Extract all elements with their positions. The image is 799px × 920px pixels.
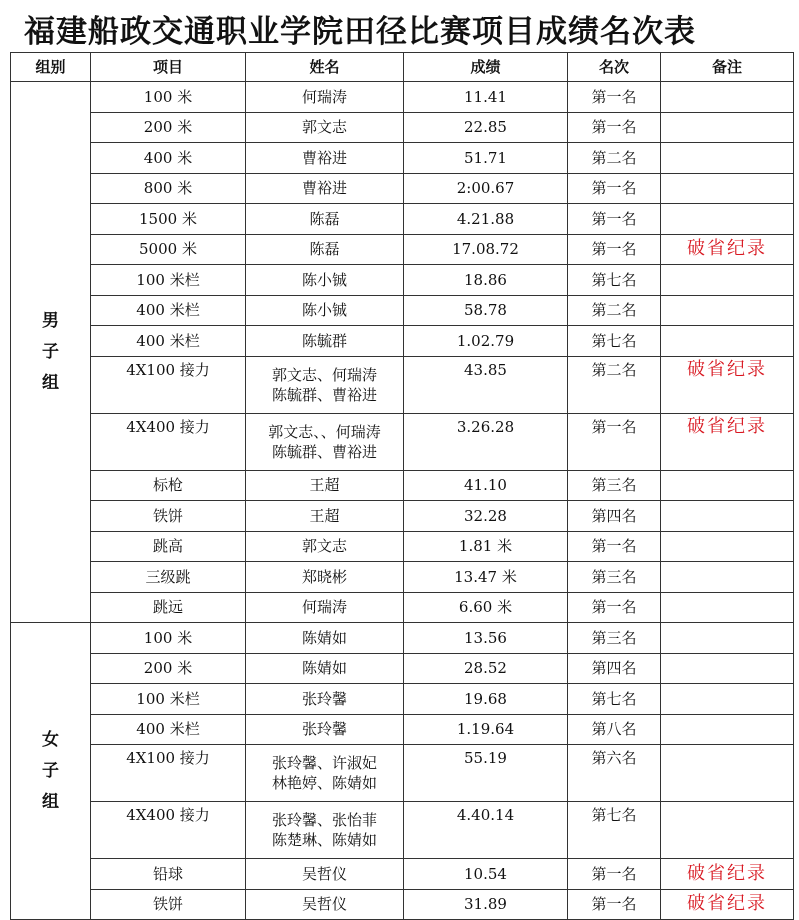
result-cell: 13.56 (404, 623, 568, 654)
header-name: 姓名 (246, 53, 404, 82)
note-cell (661, 143, 794, 174)
table-row (11, 501, 794, 532)
note-cell (661, 531, 794, 562)
result-cell: 43.85 (404, 356, 568, 413)
note-cell (661, 653, 794, 684)
table-row (11, 356, 794, 413)
rank-cell: 第七名 (568, 265, 661, 296)
rank-cell: 第四名 (568, 501, 661, 532)
rank-cell: 第一名 (568, 859, 661, 890)
table-row (11, 265, 794, 296)
name-cell (246, 173, 404, 204)
event-cell: 1500 米 (91, 204, 246, 235)
header-group: 组别 (11, 53, 91, 82)
note-cell (661, 470, 794, 501)
name-cell (246, 356, 404, 413)
group-label: 男 子 组 (11, 82, 91, 623)
table-row (11, 143, 794, 174)
table-row (11, 684, 794, 715)
result-cell: 1.02.79 (404, 326, 568, 357)
athlete-name: 曹裕进 (301, 179, 347, 198)
event-cell: 铁饼 (91, 501, 246, 532)
note-cell (661, 714, 794, 745)
event-cell: 200 米 (91, 653, 246, 684)
result-cell: 28.52 (404, 653, 568, 684)
note-cell (661, 173, 794, 204)
rank-cell: 第一名 (568, 531, 661, 562)
rank-cell: 第一名 (568, 889, 661, 920)
table-row (11, 413, 794, 470)
rank-cell: 第七名 (568, 802, 661, 859)
event-cell: 4X400 接力 (91, 802, 246, 859)
table-row (11, 592, 794, 623)
note-cell (661, 82, 794, 113)
table-row (11, 745, 794, 802)
rank-cell: 第一名 (568, 234, 661, 265)
result-cell: 6.60 米 (404, 592, 568, 623)
result-cell: 13.47 米 (404, 562, 568, 593)
event-cell: 4X400 接力 (91, 413, 246, 470)
note-cell: 破省纪录 (661, 413, 794, 470)
table-row (11, 562, 794, 593)
note-cell (661, 326, 794, 357)
table-body (11, 82, 794, 920)
note-cell (661, 562, 794, 593)
result-cell: 2:00.67 (404, 173, 568, 204)
result-cell: 3.26.28 (404, 413, 568, 470)
result-cell: 32.28 (404, 501, 568, 532)
name-cell (246, 859, 404, 890)
rank-cell: 第一名 (568, 173, 661, 204)
note-cell (661, 623, 794, 654)
event-cell: 100 米 (91, 623, 246, 654)
note-cell: 破省纪录 (661, 859, 794, 890)
event-cell: 100 米 (91, 82, 246, 113)
event-cell: 400 米栏 (91, 326, 246, 357)
result-cell: 22.85 (404, 112, 568, 143)
group-label: 女 子 组 (11, 623, 91, 920)
name-cell (246, 143, 404, 174)
table-row (11, 295, 794, 326)
athlete-name: 陈婧如 (301, 628, 347, 647)
athlete-name: 郭文志、、何瑞涛 (268, 422, 381, 441)
event-cell: 4X100 接力 (91, 745, 246, 802)
result-cell: 4.40.14 (404, 802, 568, 859)
result-cell: 41.10 (404, 470, 568, 501)
table-row (11, 173, 794, 204)
event-cell: 400 米栏 (91, 714, 246, 745)
athlete-name: 吴哲仪 (301, 864, 347, 883)
event-cell: 5000 米 (91, 234, 246, 265)
name-cell (246, 234, 404, 265)
name-cell (246, 501, 404, 532)
athlete-name: 陈毓群、曹裕进 (271, 442, 377, 461)
athlete-name: 王超 (309, 506, 340, 525)
athlete-name: 陈磊 (309, 240, 340, 259)
result-cell: 55.19 (404, 745, 568, 802)
rank-cell: 第二名 (568, 143, 661, 174)
name-cell (246, 592, 404, 623)
rank-cell: 第一名 (568, 413, 661, 470)
event-cell: 200 米 (91, 112, 246, 143)
result-cell: 17.08.72 (404, 234, 568, 265)
note-cell: 破省纪录 (661, 889, 794, 920)
athlete-name: 张玲馨、许淑妃 (271, 754, 377, 772)
name-cell (246, 653, 404, 684)
rank-cell: 第三名 (568, 562, 661, 593)
name-cell (246, 326, 404, 357)
name-cell (246, 413, 404, 470)
rank-cell: 第二名 (568, 295, 661, 326)
name-cell (246, 889, 404, 920)
rank-cell: 第一名 (568, 204, 661, 235)
name-cell (246, 295, 404, 326)
note-cell (661, 745, 794, 802)
event-cell: 100 米栏 (91, 684, 246, 715)
result-cell: 19.68 (404, 684, 568, 715)
event-cell: 跳远 (91, 592, 246, 623)
athlete-name: 郭文志 (301, 118, 347, 137)
name-cell (246, 112, 404, 143)
event-cell: 铅球 (91, 859, 246, 890)
event-cell: 400 米栏 (91, 295, 246, 326)
event-cell: 标枪 (91, 470, 246, 501)
athlete-name: 陈楚琳、陈婧如 (271, 831, 377, 849)
athlete-name: 陈小铖 (301, 301, 347, 320)
header-event: 项目 (91, 53, 246, 82)
event-cell: 铁饼 (91, 889, 246, 920)
table-row (11, 326, 794, 357)
rank-cell: 第一名 (568, 112, 661, 143)
event-cell: 跳高 (91, 531, 246, 562)
athlete-name: 王超 (309, 476, 340, 495)
result-cell: 10.54 (404, 859, 568, 890)
name-cell (246, 562, 404, 593)
result-cell: 51.71 (404, 143, 568, 174)
athlete-name: 何瑞涛 (301, 598, 347, 617)
athlete-name: 吴哲仪 (301, 895, 347, 914)
note-cell (661, 112, 794, 143)
athlete-name: 郭文志、何瑞涛 (271, 365, 377, 384)
page-title: 福建船政交通职业学院田径比赛项目成绩名次表 (24, 14, 696, 50)
rank-cell: 第六名 (568, 745, 661, 802)
result-cell: 58.78 (404, 295, 568, 326)
note-cell: 破省纪录 (661, 234, 794, 265)
athlete-name: 张玲馨 (301, 720, 347, 739)
name-cell (246, 470, 404, 501)
athlete-name: 何瑞涛 (301, 87, 347, 106)
rank-cell: 第四名 (568, 653, 661, 684)
header-note: 备注 (661, 53, 794, 82)
results-table (10, 52, 794, 920)
note-cell (661, 592, 794, 623)
name-cell (246, 714, 404, 745)
table-row (11, 859, 794, 890)
name-cell (246, 265, 404, 296)
note-cell: 破省纪录 (661, 356, 794, 413)
athlete-name: 陈婧如 (301, 659, 347, 678)
note-cell (661, 684, 794, 715)
athlete-name: 郭文志 (301, 537, 347, 556)
rank-cell: 第七名 (568, 684, 661, 715)
rank-cell: 第三名 (568, 470, 661, 501)
name-cell (246, 623, 404, 654)
result-cell: 31.89 (404, 889, 568, 920)
table-row (11, 234, 794, 265)
table-row (11, 802, 794, 859)
note-cell (661, 265, 794, 296)
athlete-name: 林艳婷、陈婧如 (271, 774, 377, 792)
note-cell (661, 501, 794, 532)
name-cell (246, 684, 404, 715)
note-cell (661, 295, 794, 326)
name-cell (246, 531, 404, 562)
table-row (11, 204, 794, 235)
result-cell: 1.81 米 (404, 531, 568, 562)
result-cell: 11.41 (404, 82, 568, 113)
rank-cell: 第七名 (568, 326, 661, 357)
athlete-name: 陈毓群 (301, 331, 347, 350)
table-row (11, 714, 794, 745)
name-cell (246, 802, 404, 859)
table-row (11, 653, 794, 684)
event-cell: 三级跳 (91, 562, 246, 593)
table-row (11, 82, 794, 113)
rank-cell: 第一名 (568, 592, 661, 623)
name-cell (246, 745, 404, 802)
athlete-name: 陈毓群、曹裕进 (271, 385, 377, 404)
name-cell (246, 82, 404, 113)
event-cell: 400 米 (91, 143, 246, 174)
result-cell: 1.19.64 (404, 714, 568, 745)
table-row (11, 889, 794, 920)
rank-cell: 第二名 (568, 356, 661, 413)
event-cell: 800 米 (91, 173, 246, 204)
athlete-name: 陈小铖 (301, 270, 347, 289)
athlete-name: 曹裕进 (301, 148, 347, 167)
table-row (11, 112, 794, 143)
note-cell (661, 204, 794, 235)
name-cell (246, 204, 404, 235)
table-row (11, 531, 794, 562)
table-row (11, 470, 794, 501)
result-cell: 18.86 (404, 265, 568, 296)
note-cell (661, 802, 794, 859)
header-rank: 名次 (568, 53, 661, 82)
rank-cell: 第一名 (568, 82, 661, 113)
table-header-row (11, 53, 794, 82)
rank-cell: 第八名 (568, 714, 661, 745)
event-cell: 100 米栏 (91, 265, 246, 296)
athlete-name: 张玲馨、张怡菲 (271, 811, 377, 829)
table-row (11, 623, 794, 654)
athlete-name: 郑晓彬 (301, 567, 347, 586)
result-cell: 4.21.88 (404, 204, 568, 235)
athlete-name: 张玲馨 (301, 689, 347, 708)
event-cell: 4X100 接力 (91, 356, 246, 413)
header-result: 成绩 (404, 53, 568, 82)
athlete-name: 陈磊 (309, 209, 340, 228)
rank-cell: 第三名 (568, 623, 661, 654)
